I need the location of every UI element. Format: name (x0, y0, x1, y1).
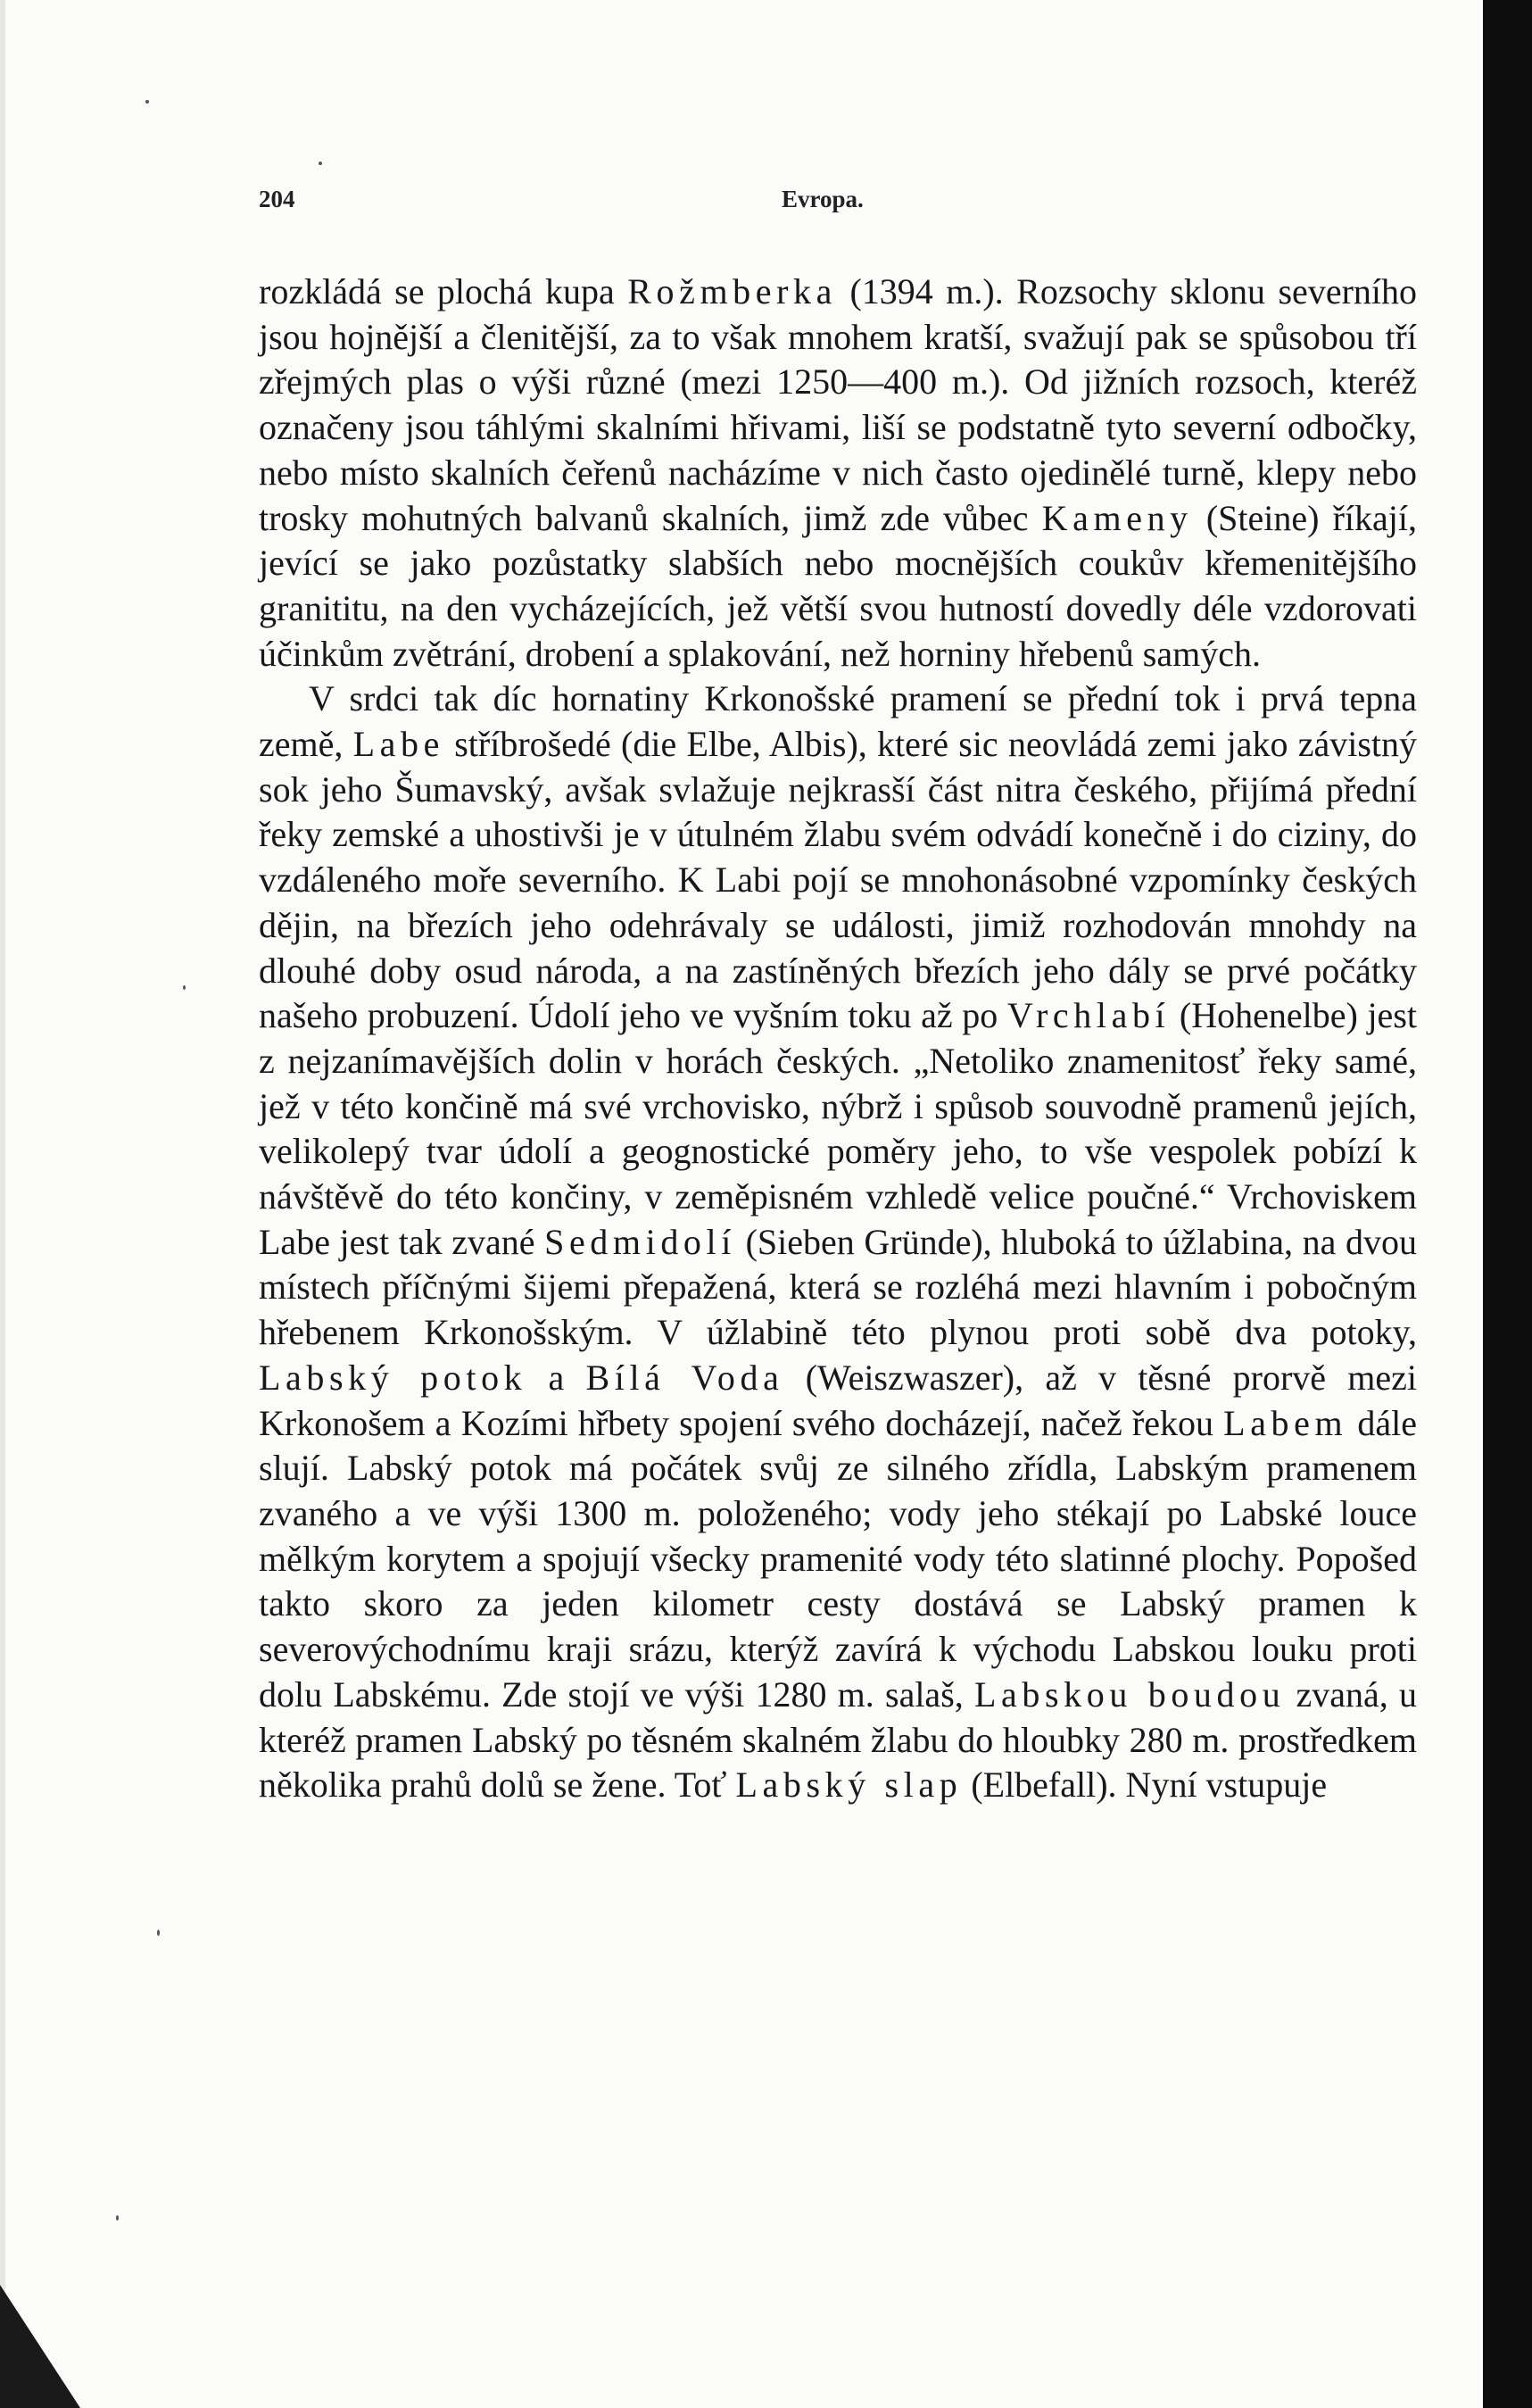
spaced-emphasis: Vrchlabí (1006, 995, 1171, 1036)
scan-speck (157, 1930, 160, 1936)
paragraph-1 (259, 270, 1417, 677)
spaced-emphasis: Labe (352, 724, 444, 765)
spaced-emphasis: Labskou boudou (973, 1673, 1286, 1715)
text-run: zvaná, u kteréž pramen Labský po těsném skalném žlabu do hloubky 280 m. prostředkem několika prahů dolů se žene. Toť (259, 1673, 1417, 1806)
spaced-emphasis: Sedmidolí (544, 1221, 736, 1262)
text-run: a (526, 1357, 586, 1398)
text-run: (1394 m.). Rozsochy sklonu severního jsou hojnější a členitější, za to však mnohem kratší, svažují pak se spůsobou tří zřejmých plas o výši různé (mezi 1250—400 m.). Od jižních rozsoch, kteréž označeny jsou táhlými skalními hřivami, liší se podstatně tyto severní odbočky, nebo místo skalních čeřenů nacházíme v nich často ojedinělé turně, klepy nebo trosky mohutných balvanů skalních, jimž zde vůbec (259, 271, 1418, 538)
page-header (259, 186, 1419, 221)
spaced-emphasis: Bílá Voda (585, 1357, 784, 1398)
paragraph-2 (259, 677, 1417, 1808)
text-run: (Weiszwaszer), až v těsné prorvě mezi Krkonošem a Kozími hřbety spojení svého docházejí, načež řekou (259, 1357, 1417, 1443)
page-corner-shadow (0, 2285, 80, 2408)
text-run: (Steine) říkají, jevící se jako pozůstatky slabších nebo mocnějších coukův křemenitějšího granititu, na den vycházejících, jež větší svou hutností dovedly déle vzdorovati účinkům zvětrání, drobení a splakování, než horniny hřebenů samých. (259, 497, 1417, 674)
spaced-emphasis: Rožmberka (627, 271, 838, 311)
spaced-emphasis: Labský slap (735, 1764, 963, 1806)
text-run: stříbrošedé (die Elbe, Albis), které sic neovládá zemi jako závistný sok jeho Šumavský, avšak svlažuje nejkrasší část nitra českého, přijímá přední řeky zemské a uhostivši je v útulném žlabu svém odvádí konečně i do ciziny, do vzdáleného moře severního. K Labi pojí se mnohonásobné vzpomínky českých dějin, na březích jeho odehrávaly se události, jimiž rozhodován mnohdy na dlouhé doby osud národa, a na zastíněných březích jeho dály se prvé počátky našeho probuzení. Údolí jeho ve vyšním toku až po (259, 724, 1417, 1036)
text-run: V srdci tak díc hornatiny Krkonošské pramení se přední tok i prvá tepna země, (259, 678, 1417, 765)
running-head: Evropa. (782, 186, 864, 212)
text-run: (Sieben Gründe), hluboká to úžlabina, na dvou místech příčnými šijemi přepažená, která se rozléhá mezi hlavním i pobočným hřebenem Krkonošským. V úžlabině této plynou proti sobě dva potoky, (259, 1221, 1417, 1353)
spaced-emphasis: Labem (1223, 1402, 1348, 1443)
text-run: dále slují. Labský potok má počátek svůj ze silného zřídla, Labským pramenem zvaného a ve výši 1300 m. položeného; vody jeho stékají po Labské louce mělkým korytem a spojují všecky pramenité vody této slatinné plochy. Popošed takto skoro za jeden kilometr cesty dostává se Labský pramen k severovýchodnímu kraji srázu, kterýž zavírá k východu Labskou louku proti dolu Labskému. Zde stojí ve výši 1280 m. salaš, (259, 1402, 1417, 1715)
scan-speck (183, 985, 186, 990)
text-run: (Hohenelbe) jest z nejzanímavějších dolin v horách českých. „Netoliko znamenitosť řeky samé, jež v této končině má své vrchovisko, nýbrž i spůsob souvodně pramenů jejích, velikolepý tvar údolí a geognostické poměry jeho, to vše vespolek pobízí k návštěvě do této končiny, v zeměpisném vzhledě velice poučné.“ Vrchoviskem Labe jest tak zvané (259, 995, 1417, 1262)
page-number: 204 (259, 186, 295, 212)
spaced-emphasis: Kameny (1041, 497, 1193, 538)
scan-speck (319, 162, 322, 165)
text-run: rozkládá se plochá kupa (259, 271, 628, 311)
scan-speck (116, 2215, 119, 2221)
page-edge-right (1483, 0, 1532, 2408)
spaced-emphasis: Labský potok (259, 1357, 527, 1398)
body-text (259, 270, 1417, 1808)
page-edge-left (0, 0, 5, 2408)
text-run: (Elbefall). Nyní vstupuje (962, 1764, 1328, 1806)
scan-speck (145, 100, 149, 104)
